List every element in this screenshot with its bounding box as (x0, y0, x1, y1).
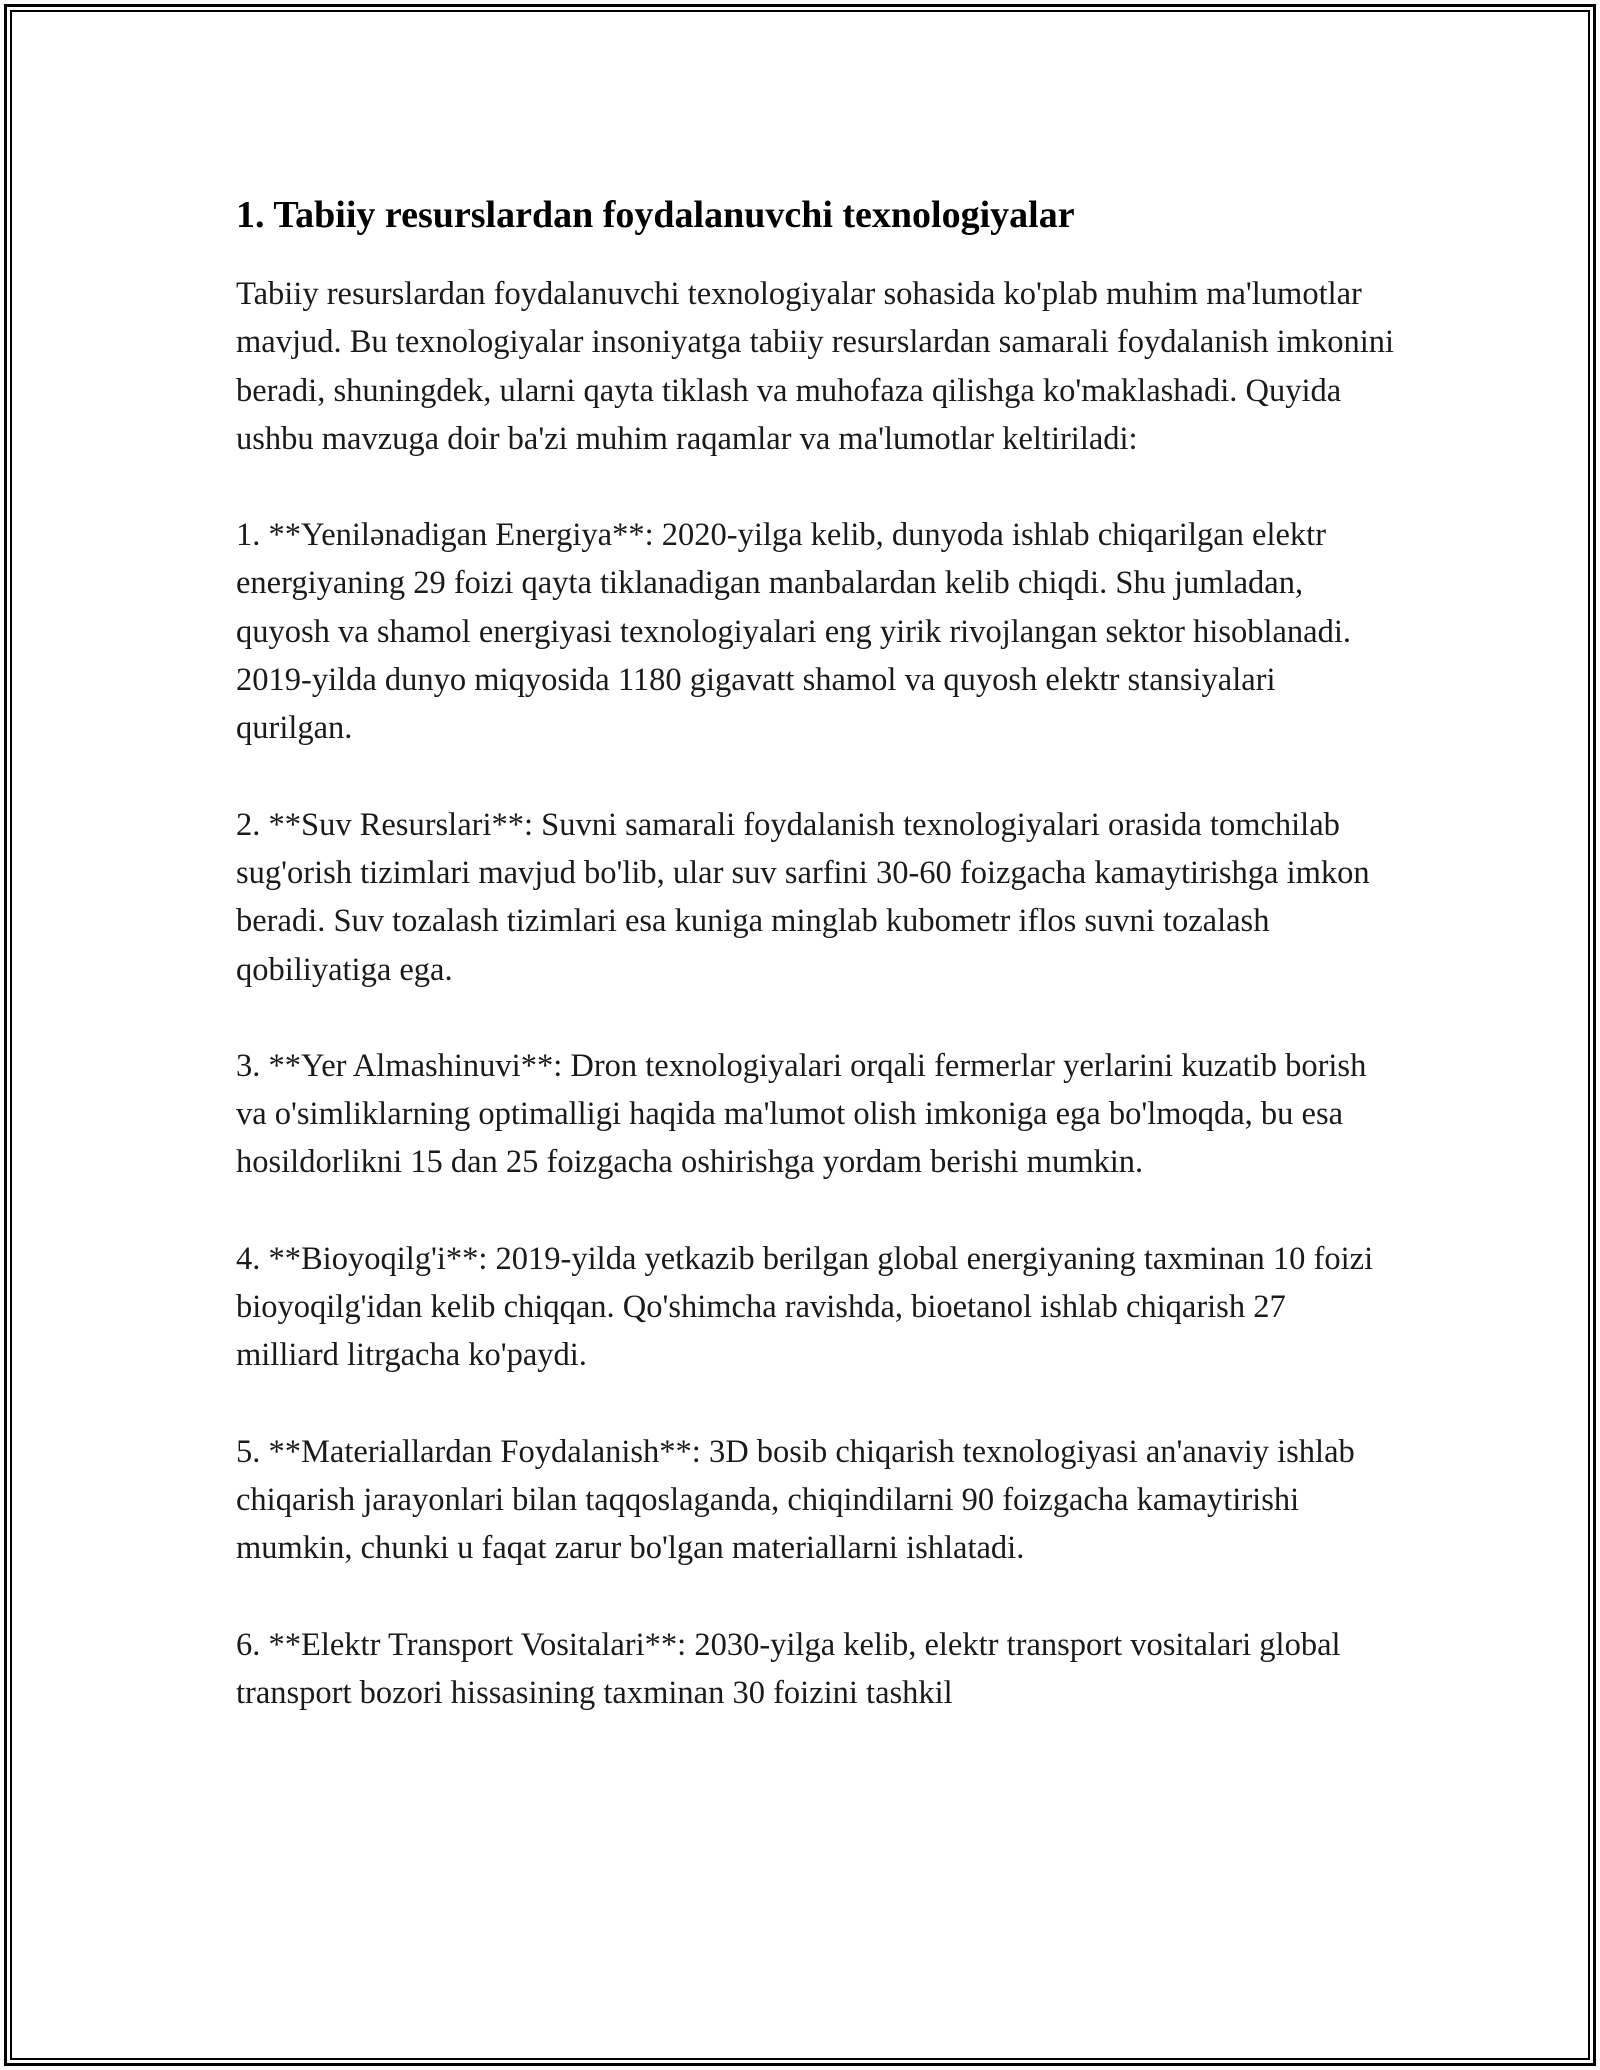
intro-paragraph: Tabiiy resurslardan foydalanuvchi texnologiyalar sohasida ko'plab muhim ma'lumotlar mavjud. Bu texnologiyalar insoniyatga tabiiy resurslardan samarali foydalanish imkonini beradi, shuningdek, ularni qayta tiklash va muhofaza qilishga ko'maklashadi. Quyida ushbu mavzuga doir ba'zi muhim raqamlar va ma'lumotlar keltiriladi: (236, 276, 1395, 457)
item-electric-vehicles: 6. **Elektr Transport Vositalari**: 2030-yilga kelib, elektr transport vositalari global transport bozori hissasining taxminan 30 foizini tashkil (236, 1626, 1341, 1711)
document-body (236, 188, 1396, 1765)
item-water-resources: 2. **Suv Resurslari**: Suvni samarali foydalanish texnologiyalari orasida tomchilab sug'orish tizimlari mavjud bo'lib, ular suv sarfini 30-60 foizgacha kamaytirishga imkon beradi. Suv tozalash tizimlari esa kuniga minglab kubometr iflos suvni tozalash qobiliyatiga ega. (236, 806, 1370, 988)
item-renewable-energy: 1. **Yenilənadigan Energiya**: 2020-yilga kelib, dunyoda ishlab chiqarilgan elektr energiyaning 29 foizi qayta tiklanadigan manbalardan kelib chiqdi. Shu jumladan, quyosh va shamol energiyasi texnologiyalari eng yirik rivojlangan sektor hisoblanadi. 2019-yilda dunyo miqyosida 1180 gigavatt shamol va quyosh elektr stansiyalari qurilgan. (236, 517, 1351, 747)
item-land-use: 3. **Yer Almashinuvi**: Dron texnologiyalari orqali fermerlar yerlarini kuzatib borish va o'simliklarning optimalligi haqida ma'lumot olish imkoniga ega bo'lmoqda, bu esa hosildorlikni 15 dan 25 foizgacha oshirishga yordam berishi mumkin. (236, 1047, 1367, 1181)
item-biofuel: 4. **Bioyoqilg'i**: 2019-yilda yetkazib berilgan global energiyaning taxminan 10 foizi bioyoqilg'idan kelib chiqqan. Qo'shimcha ravishda, bioetanol ishlab chiqarish 27 milliard litrgacha ko'paydi. (236, 1240, 1374, 1374)
item-materials-use: 5. **Materiallardan Foydalanish**: 3D bosib chiqarish texnologiyasi an'anaviy ishlab chiqarish jarayonlari bilan taqqoslaganda, chiqindilarni 90 foizgacha kamaytirishi mumkin, chunki u faqat zarur bo'lgan materiallarni ishlatadi. (236, 1433, 1355, 1567)
section-heading: 1. Tabiiy resurslardan foydalanuvchi texnologiyalar (236, 194, 1075, 236)
